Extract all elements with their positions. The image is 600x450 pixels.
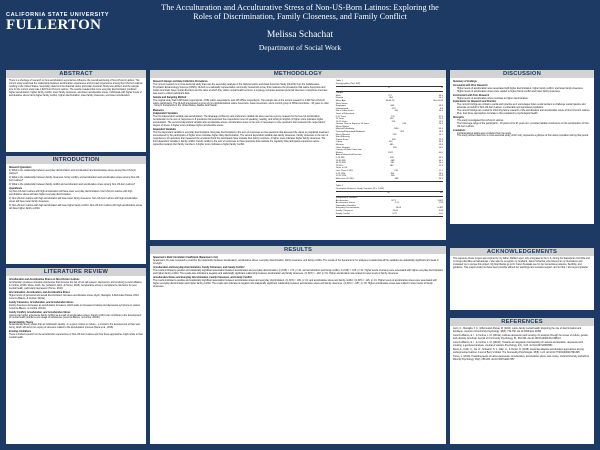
table-1-cell: Cuban — [335, 141, 343, 144]
lit-section-title: Discrimination, Acculturation, and Acculturative Stress — [9, 291, 70, 294]
table-1-cell: 24.1 — [438, 162, 443, 165]
acknowledgements-heading: ACKNOWLEDGEMENTS — [450, 248, 594, 256]
table-1-cell: 1022 — [387, 151, 393, 154]
discussion-section-title: Strengths — [453, 116, 464, 119]
abstract-heading: ABSTRACT — [6, 70, 146, 78]
table-2-cell: 3.93 — [438, 210, 443, 213]
table-1-cell: 485 — [389, 144, 394, 147]
hypothesis: 3) Non-US-born Latinos with high acculturation will have higher family conflict. Non-US-born Latinos with high acculturative stress will have higher family conflict. — [9, 204, 143, 210]
reference-item: Lorenzo-Blanco, E. I., & Cortina, L. M. (2013a). Latino/a depression and smoking: An analysis through the lenses of culture, gender, and ethnicity. American Journal of Community Psychology, 51, 332-346. doi:10.1007/s10464-012-9553-3 — [453, 335, 589, 340]
table-1-caption: Demographics (N=1,622) — [335, 82, 361, 85]
results-panel — [150, 246, 446, 444]
discussion-section-title: Consistent with Prior Research — [453, 84, 488, 87]
discussion-list — [453, 98, 591, 101]
discussion-item: • This study utilized data from a cross-sectional study, which only represents a glimpse of the Latino population during that period. — [457, 135, 591, 138]
table-1-cell: 230 — [392, 146, 397, 149]
lit-section-title: Existing Limitations — [9, 331, 32, 334]
table-1-cell: 29.9 — [438, 144, 443, 147]
introduction-panel — [6, 156, 146, 264]
table-1-cell: 53.9 — [438, 105, 443, 108]
table-1-row — [336, 178, 443, 181]
discussion-heading: DISCUSSION — [450, 70, 594, 78]
table-2-cell: 1.93 — [438, 202, 443, 205]
discussion-list — [453, 133, 591, 139]
table-1-col: % — [441, 87, 443, 90]
table-2-caption: Descriptive Statistics: Study Variables (N = 1,622) — [335, 187, 384, 190]
table-1-cell: Puerto Rican — [335, 138, 349, 141]
table-2-cell: Family Conflict — [335, 212, 351, 215]
table-2-cell: 3.78 — [392, 212, 397, 215]
table-1-cell: 13.3 — [438, 120, 443, 123]
discussion-list — [453, 104, 591, 116]
discussion-item: • Higher levels of acculturative stress correlate to higher discrimination. — [457, 98, 591, 101]
hypothesis: 1a) Non-US-born Latinos with high acculturation will have lower everyday discrimination. Non-US-born Latinos with high acculturative stress will have higher everyday discrimination. — [9, 190, 133, 196]
table-1-cell: Greater Than or Equal to 16 Years — [335, 123, 370, 126]
method-section-title: Research Design and Data Collection Procedures — [153, 81, 208, 83]
table-1-cell: 34.6 — [438, 110, 443, 113]
table-1-cell: 776 — [390, 115, 395, 118]
reference-item: Ayón, C., Marsiglia, F. F., & Bermudez-Parsai, M. (2010). Latino family mental health: Exploring the role of discrimination and familismo. Journal of Community Psychology, 38(6), 742-756. doi:10.1002/jcop.20392 — [453, 328, 582, 333]
lit-section-text: Acculturation produces stressful experiences that increase the risk of low self-esteem, depression, and smoking (Lorenzo-Blanco, & Cortina, 2013b; Meca, Cobb, Xie, Schwartz, Allen, & Hunter, 2018). Acculturative stress is considered a risk factor for poor mental health, particularly depression (Torres, 2010). — [9, 281, 143, 290]
methodology-body — [150, 78, 333, 219]
introduction-heading: INTRODUCTION — [6, 156, 146, 164]
discussion-panel — [450, 70, 594, 224]
abstract-body — [6, 78, 146, 101]
table-1-cell: 113 — [392, 107, 396, 110]
table-1-col: n — [388, 87, 390, 90]
table-1-cell: 17.1 — [438, 169, 443, 172]
lit-section-text: Family closeness decreases as acculturation increases, which leads to increased smoking and depressive symptoms in Latinos (Lorenzo-Blanco, & Cortina, 2013a). — [9, 304, 141, 310]
table-1-cell: 44.5 — [438, 94, 443, 97]
discussion-section-title: Implications for Research and Practice — [453, 101, 496, 104]
introduction-body — [6, 164, 146, 214]
method-section-title: Sample and Sampling Method — [153, 96, 187, 99]
lit-section-title: Family Conflict, Acculturation, and Acculturative Stress — [9, 311, 71, 314]
table-1-cell: 47.8 — [438, 115, 443, 118]
table-1-cell: 33.4 — [438, 141, 443, 144]
logo-bottom-text: FULLERTON — [6, 17, 102, 33]
table-1-cell: Male — [335, 94, 341, 97]
table-1-cell: 366 — [392, 138, 396, 141]
methodology-heading: METHODOLOGY — [150, 70, 446, 78]
table-1-cell: 11.3 — [438, 164, 443, 167]
research-question: 1) What is the relationship between everyday discrimination and acculturation and acculturative stress among Non-US-born Latinos? — [9, 169, 136, 175]
table-1-cell: 362 — [389, 118, 394, 121]
table-1-cell: 22.6 — [438, 175, 443, 178]
hypotheses-title: Hypotheses — [9, 188, 23, 190]
table-1-cell: M=43.29 — [385, 99, 395, 102]
table-2-cell: Family Closeness — [335, 210, 354, 213]
literature-body — [6, 276, 146, 343]
lit-section-title: Social Identity Theory — [9, 321, 34, 324]
abstract-text: There is a shortage of research on how acculturation experiences influence the overall well-being of Non-US-born Latinos. The current study examined the relationship between acculturation experiences and proxied experiences among Non-US-born Latinos residing in the United States. Secondary data from the National Latino and Asian American Study was utilized, and the sample size for the current study was 1,622 Non-US-born Latinos. The results revealed that more everyday discrimination predicted higher acculturation, higher family conflict, lower family closeness, and lower acculturative stress. Individuals with higher levels of acculturative stress had a higher family conflict, higher discrimination, lower family closeness, and lower acculturation. — [9, 80, 143, 97]
poster-header — [0, 0, 600, 58]
table-1-cell: 323 — [400, 131, 404, 134]
table-1-cell: 14.7 — [438, 133, 443, 136]
discussion-list — [453, 120, 591, 129]
hypothesis: 2) Non-US-born Latinos with high acculturation will have lower family closeness. Non-US-born Latinos with high acculturative stress will have lower family closeness. — [9, 197, 138, 203]
reference-item: Lorenzo-Blanco, E. I., & Cortina, L. M. (2013b). Towards an integrated understanding of Latino/a acculturation, depression and smoking: a gendered analysis. Journal of Latina/o Psychology, 1(1), 3-20. doi:10.1037/a0030951 — [453, 342, 584, 347]
table-2 — [336, 185, 443, 217]
lit-section-text: There is limited research on the acculturation experiences of Non-US-born Latinos and how these approaches might relate to their mental health. — [9, 334, 143, 340]
table-1-cell: 863 — [390, 105, 395, 108]
table-1-cell: Not in Labor Force — [335, 110, 354, 113]
department: Department of Social Work — [258, 43, 342, 52]
table-1-cell: 34.5 — [438, 157, 443, 159]
table-1-cell: 0-14,999 — [335, 157, 345, 159]
method-section-title: Measures — [153, 109, 164, 112]
table-1-cell: 239 — [392, 133, 397, 136]
table-1-title: Table 1 — [335, 80, 343, 82]
table-1-cell: 235 — [402, 123, 407, 126]
table-1-cell: Mean Age — [335, 99, 346, 102]
table-2-cell: 8.73 — [391, 199, 396, 202]
table-1-cell: 561 — [394, 110, 399, 113]
lit-section-text: Social identity theory states that an individuals' identity - in a given context or culture - is crucial to the development of their well-being, which will aid in the coping of stressors related to the acculturation process (Meca et al., 2018). — [9, 324, 141, 330]
table-1-cell: 24.0 — [438, 172, 443, 175]
results-section-text: The results indicated a positive and statistically significant association between acculturative stress and everyday discrimination, r(1,615) = .199, p<.01, and acculturative stress and family conflict, r(1,615) = .126, p<.01. Higher levels of acculturative stress were associated with higher everyday discrimination and higher family conflict. The results also indicated a negative and statistically significant relationship between acculturative stress and family closeness, r(1,615) = -.057, p<.05. Higher acculturative stress was related to lower levels of family closeness. — [153, 279, 437, 288]
table-1-cell: 588 — [394, 177, 399, 180]
table-1-cell: Unemployed — [335, 107, 349, 110]
table-1-cell: 1060 — [393, 128, 399, 131]
table-1-cell: 30.1 — [438, 159, 443, 162]
table-2-cell: 14.65 — [395, 207, 402, 210]
table-1-cell: 22.3 — [438, 118, 443, 121]
table-1-cell: Divorced/Separated/Widowed — [335, 131, 365, 134]
results-section-title: Acculturative Stress and Everyday Discrimination, Family Closeness, and Family Conflict — [153, 276, 252, 279]
table-1-cell: Employed — [335, 105, 346, 108]
table-1-cell: 771 — [388, 94, 392, 97]
acknowledgements-panel — [450, 248, 594, 310]
table-2-cell: Everyday Discrimination — [335, 207, 360, 210]
table-2-cell: Independent Variables — [335, 197, 358, 200]
discussion-section-title: Summary of Findings — [453, 81, 477, 83]
lit-section-title: Acculturation and Acculturative Stress on Non-US-born Latinos — [9, 279, 80, 281]
table-1-cell: 75,000+ — [335, 164, 344, 167]
table-2-col: SD — [439, 192, 443, 195]
table-1-cell: 12 Years — [335, 118, 345, 121]
discussion-section-title: Inconsistent with Prior Research — [453, 94, 490, 97]
results-section-text: Spearman's rho was computed to examine the relationship between acculturation, acculturative stress, everyday discrimination, family closeness, and family conflict. The results of the Spearman's rho analyses revealed that all the variables are statistically significant and weak in strength. — [153, 259, 439, 265]
table-2-cell: 2.21 — [394, 202, 400, 205]
method-section-title: Independent Variables — [153, 113, 178, 116]
table-1-cell: 35-74,999 — [335, 162, 346, 165]
table-1-cell: 216 — [391, 120, 396, 123]
table-2-cell: 1.61 — [438, 212, 443, 215]
table-1-cell: 19.9 — [438, 131, 443, 134]
table-2-title: Table 2 — [335, 184, 343, 187]
research-question: 2) What is the relationship between family closeness, family conflict, and acculturation and acculturative stress among Non-US-born Latinos? — [9, 176, 140, 182]
abstract-panel — [6, 70, 146, 152]
table-1-cell: Race/Ethnicity — [335, 136, 350, 139]
references-body — [450, 326, 594, 365]
reference-item: Meca, A., Cobb, C., Xie, D., Schwartz, S. J., Allen, C., & Hunter, R. (2018). Exploring adaptive acculturation approaches among undocumented Latinos: A test of Berry's Model. The Counseling Psychologist, 45(8), 1-24. doi:10.1177/0011000017691495 — [453, 349, 584, 354]
table-1-cell: 366 — [390, 175, 395, 178]
table-1-cell: 541 — [388, 141, 393, 144]
table-1-rows — [336, 92, 443, 180]
table-1-cell: 5-10 YRS — [335, 172, 346, 175]
discussion-item: • Higher levels of acculturation were associated with higher discrimination, higher family conflict, and lower family closeness. — [457, 88, 591, 91]
table-1-cell: 851 — [389, 97, 394, 100]
poster-title — [150, 3, 450, 21]
table-1-cell: Never Married — [335, 133, 350, 136]
table-1-cell: Marital Status — [335, 125, 350, 128]
table-1-cell: 14.5 — [438, 123, 443, 126]
discussion-item: • The current findings are critical to social work practice as it encourages future social workers to challenge social injustice and advocate on behalf of Non-US-born Latinos, a vulnerable and oppressed population. — [457, 104, 591, 110]
table-1-cell: More than 20 YRS — [335, 177, 354, 180]
lit-section-text: Higher levels of perceived and actual discrimination increases acculturative stress (Ayón, Marsiglia, & Bermudez-Parsai, 2010; Lorenzo-Blanco, & Cortina, 2013a). — [9, 294, 140, 300]
method-section-text: The current research is a cross-sectional study that uses the secondary analysis of the National Latino and Asian American Study (NLAAS) from the Collaborative Psychiatric Epidemiology Surveys (CPES). NLAAS is a nationally representative community household survey that measures the prevalence that Latino Americans and Asian Americans have mental disorders and the rates at which they utilize mental health services. A topology computer-assisted personal interview or telephone interview was used to collect participant data. — [153, 83, 328, 95]
table-1 — [336, 80, 443, 182]
literature-heading: LITERATURE REVIEW — [6, 268, 146, 276]
table-1-cell: Mexican — [335, 144, 344, 147]
table-1-cell: 184 — [389, 164, 394, 167]
table-1-cell: 488 — [390, 159, 395, 162]
table-1-cell: 6.8 — [439, 107, 443, 110]
table-1-cell: Other Hispanic — [335, 146, 351, 149]
table-1-cell: 63.0 — [438, 151, 443, 154]
discussion-list — [453, 88, 591, 94]
university-logo — [6, 12, 118, 34]
results-section-title: Acculturation and Everyday Discrimination, Family Closeness, and Family Conflict — [153, 266, 245, 269]
table-1-cell: SD=15.99 — [433, 99, 443, 102]
research-questions-title: Research Questions — [9, 167, 32, 169]
method-section-text: The first dependent variable is everyday discrimination. Everyday discrimination is the sum of responses to nine questions that assessed the unjust or prejudicial treatment encountered by the participants. A higher score indicates higher daily discrimination. The second dependent variable was family closeness. Family closeness is the sum of responses to 10 questions that measured the emotional bond the participants have towards their family members. A higher score indicates higher family closeness. The third dependent variable is family conflict. Family conflict is the sum of responses to three questions that evaluate the regularity that participants experience active opposition towards their family members. A higher score indicates a higher family conflict. — [153, 132, 329, 146]
table-1-cell: 36.3 — [438, 177, 443, 180]
table-1-cell: 13-15 Years — [335, 120, 348, 123]
table-1-cell: Country of Birth Other than — [335, 149, 362, 152]
table-1-cell: Work Status — [335, 102, 348, 105]
table-1-cell: 65.4 — [438, 128, 443, 131]
acknowledgements-body — [450, 256, 594, 273]
method-section-text: The first independent variable was acculturation. The language proficiency and preference variable list were used as a proxy measure for the level of acculturation. Acculturation is the sum of responses to 8 questions that examined the respondents' level of speaking, reading, and writing in English. A higher score indicates higher acculturation. The second independent variable was acculturative stress. Acculturative stress is the sum of responses to nine questions that measured the respondents' degree of stress. A higher score indicates higher acculturative stress. — [153, 116, 326, 128]
table-1-cell: Married/Cohabiting — [335, 128, 355, 131]
reference-item: Torres, L. (2010). Predicting levels of Latino depression: Acculturation, acculturative stress, and coping. Cultural Diversity and Ethnic Minority Psychology, 16(2), 256-263. doi:10.1037/a0017357 — [453, 356, 590, 361]
table-2-rows — [336, 197, 443, 215]
discussion-item: • The current findings are crucial for informing future research of the acculturation and acculturative stress of Non-US-born Latinos. Plus, how those approaches correlate to this population's psychological health. — [457, 110, 591, 116]
tables-column — [333, 78, 446, 219]
results-section-title: Spearman's Rank Correlation Coefficient (Spearman's rho) — [153, 257, 218, 259]
methodology-panel — [150, 70, 446, 240]
table-1-cell: Years in US — [335, 167, 348, 170]
references-panel — [450, 318, 594, 444]
lit-section-text: Latinos can further experience family conflict as a result of acculturative stress. Family conflict can contribute to the development of mental health problems and usage of substances (Lorenzo-Blanco, & Cortina, 2013b). — [9, 314, 142, 320]
method-section-text: The original study had 2,095 Asian respondents, 2,554 Latino respondents, and 215 White respondents. The sample size of the current research is 1,622 Non-US-born Latino participants. The NLAAS interviewed a group of non-institutionalized Latino Americans, Asian Americans, and a control group of White Americans - 18 years or older - living in households in the United States, Alaska, and Hawaii. — [153, 99, 329, 108]
logo-top-text: CALIFORNIA STATE UNIVERSITY — [6, 12, 110, 18]
table-1-cell: 14.2 — [438, 146, 443, 149]
table-2-cell: Acculturative Stress — [335, 202, 356, 205]
acknowledgements-text: This capstone thesis project was inspired by my father, Rafael Lopez, who emigrated to the U.S. during the Salvadoran Civil War and no longer identifies as Salvadoran. I also want to recognize my husband, Jason Schachat, who listened to my frustrations and motivated me to pursue this project. My final thanks go to Dr. Karen Kurasaki-Lee for her tremendous patience, flexibility, and guidance. This project would not have been possible without her teachings and constant support, and for that, I am beyond grateful. — [453, 258, 590, 269]
table-1-cell: Female — [335, 97, 344, 100]
table-2-cell: Dependent Variables — [335, 204, 357, 207]
author-name: Melissa Schachat — [266, 30, 334, 40]
table-1-cell: Annual Household Income — [335, 154, 362, 157]
table-1-cell: 55.5 — [438, 97, 443, 100]
results-body — [150, 254, 446, 292]
table-1-cell: 278 — [394, 169, 398, 172]
table-1-cell: Mexico — [335, 151, 343, 154]
method-section-title: Dependent Variables — [153, 129, 176, 132]
discussion-item: • This study investigated Non-US-born Latinos. — [457, 120, 591, 123]
table-1-cell: Years of Education — [335, 112, 355, 115]
title-line-2: Roles of Discrimination, Family Closeness, and Family Conflict — [193, 12, 407, 21]
discussion-section-title: Limitations — [453, 129, 466, 132]
table-2-cell: 32.65 — [392, 210, 398, 213]
discussion-item: • Higher levels of acculturative stress were related to higher family conflict and lower family closeness. — [457, 91, 591, 94]
table-2-col: M — [387, 192, 390, 195]
table-1-cell: 11-20 YRS — [335, 175, 347, 178]
literature-panel — [6, 268, 146, 444]
title-line-1: The Acculturation and Acculturative Stress of Non-US-Born Latinos: Exploring the — [161, 3, 439, 12]
table-1-cell: 390 — [390, 172, 395, 175]
discussion-body — [450, 78, 594, 140]
table-1-cell: 22.6 — [438, 138, 443, 141]
results-section-text: The results indicated a positive and statistically significant association between acculturation and everyday discrimination, r(1,615) = .172, p<.01, and acculturation and family conflict, r(1,615) = .105, p<.01. Higher levels of anxiety were associated with higher everyday discrimination and higher family conflict. The results also indicated a negative and statistically significant relationship between acculturation and family closeness, r(1,615) = -.102, p<.01. Higher acculturation was related to lower levels of family closeness. — [153, 269, 444, 275]
table-2-cell: 3.867 — [437, 199, 443, 202]
discussion-item: • Institutionalized adults were excluded from the study. — [457, 133, 591, 136]
table-1-cell: Less Than 5 YRS — [335, 169, 353, 172]
table-1-cell: 559 — [390, 157, 394, 159]
discussion-item: • The broad age range of the participants - 18 years old to 97 years old - provided reliable conclusions on the acculturation of Non-US-born Latinos. — [457, 123, 591, 129]
results-heading: RESULTS — [150, 246, 446, 254]
research-question: 3) What is the relationship between family conflict and acculturation and acculturative stress among Non-US-born Latinos? — [9, 183, 136, 186]
table-1-cell: 391 — [390, 162, 395, 165]
table-1-cell: 0-11 Years — [335, 115, 347, 118]
references-heading: REFERENCES — [450, 318, 594, 326]
table-2-cell: Acculturation — [335, 199, 349, 202]
table-1-cell: Gender — [335, 92, 344, 95]
lit-section-title: Family Closeness, Acculturation, and Acculturative Stress — [9, 301, 74, 304]
table-1-cell: 15-34,999 — [335, 159, 346, 162]
table-2-cell: 6.482 — [437, 207, 443, 210]
